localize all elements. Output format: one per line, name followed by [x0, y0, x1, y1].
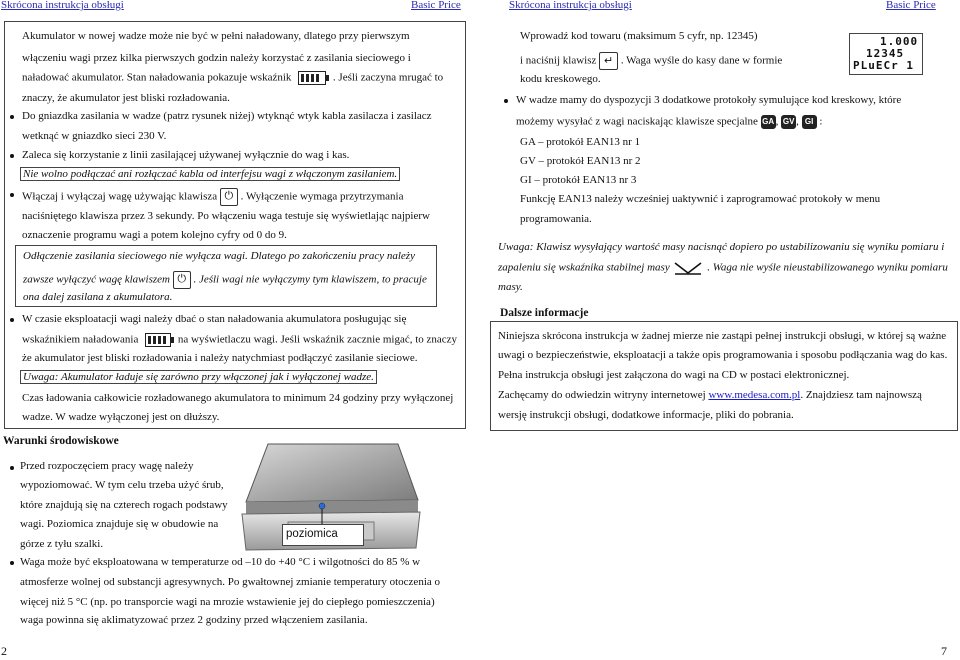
text-span: możemy wysyłać z wagi naciskając klawisze specjalne [516, 115, 758, 128]
text-line: waga powinna się aklimatyzować przez 2 godziny przed włączeniem zasilania. [20, 614, 368, 626]
text-line: ona dalej zasilana z akumulatora. [23, 291, 173, 303]
bullet-icon [10, 193, 14, 197]
text-line: wersję instrukcji obsługi, dodatkowe informacje, pliki do pobrania. [498, 409, 794, 421]
text-span: , [796, 115, 799, 128]
warning-line [20, 168, 400, 181]
text-line: naciśniętego klawisza przez 3 sekundy. Po włączeniu waga testuje się wyświetlając najpierw [22, 210, 430, 222]
display-line: 12345 [866, 47, 905, 60]
text-line: GI – protokół EAN13 nr 3 [520, 174, 637, 186]
text-line: wypoziomować. W tym celu trzeba użyć śrub, [20, 479, 224, 491]
text-span: : [819, 115, 823, 128]
text-line: Waga może być eksploatowana w temperaturze od –10 do +40 °C i wilgotności do 85 % w [20, 556, 421, 568]
text-span: , [775, 115, 779, 128]
text-line: uwagi o bezpieczeństwie, eksploatacji a także opis programowania i sposobu podłączania wag do kas. [498, 349, 948, 361]
text-line: W wadze mamy do dyspozycji 3 dodatkowe protokoły symulujące kod kreskowy, które [516, 94, 902, 106]
text-line: oznaczenie programu wagi a potem kolejno cyfry od 0 do 9. [22, 229, 287, 241]
text-line: Niniejsza skrócona instrukcja w żadnej mierze nie zastąpi pełnej instrukcji obsługi, w której są ważne [498, 330, 947, 342]
display-line: PLuECr 1 [853, 59, 914, 72]
key-gv-icon: GV [781, 115, 796, 129]
text-line [22, 333, 457, 347]
text-line: Czas ładowania całkowicie rozładowanego akumulatora to minimum 24 godziny przy wyłączonej [22, 392, 454, 404]
text-span: zawsze wyłączyć wagę klawiszem [23, 273, 170, 286]
text-line: Przed rozpoczęciem pracy wagę należy [20, 460, 194, 472]
header-title-left: Skrócona instrukcja obsługi [1, 0, 124, 11]
header-title-right: Skrócona instrukcja obsługi [509, 0, 632, 11]
text-span: . Wyłączenie wymaga przytrzymania [240, 190, 404, 203]
text-line: wadze. W wadze wyłączonej jest on dłuższy. [22, 411, 220, 423]
callout-label: poziomica [286, 528, 338, 540]
text-line: programowania. [520, 213, 592, 225]
bullet-icon [10, 561, 14, 565]
text-line: Wprowadź kod towaru (maksimum 5 cyfr, np. 12345) [520, 30, 758, 42]
bullet-icon [504, 99, 508, 103]
text-line: wetknąć w gniazdko sieci 230 V. [22, 130, 167, 142]
text-line: Zaleca się korzystanie z linii zasilającej używanej wyłącznie do wag i kas. [22, 149, 350, 161]
text-line [22, 188, 403, 206]
enter-key-icon: ↵ [599, 52, 618, 70]
text-span: Włączaj i wyłączaj wagę używając klawisza [22, 190, 218, 203]
power-key-icon: ⏻ [173, 271, 191, 289]
text-line: W czasie eksploatacji wagi należy dbać o stan naładowania akumulatora posługując się [22, 313, 407, 325]
text-line: wagi. Poziomica znajduje się w obudowie na [20, 518, 219, 530]
text-line [520, 52, 782, 70]
text-line: atmosferze wolnej od substancji agresywnych. Po gwałtownej zmianie temperatury otoczenia o [20, 576, 441, 588]
text-span: . Jeśli zaczyna mrugać to [332, 71, 444, 84]
battery-indicator-icon [298, 71, 326, 85]
text-line [23, 271, 427, 289]
text-line: Funkcję EAN13 należy wcześniej uaktywnić i zaprogramować protokoły w menu [520, 193, 881, 205]
text-line: Pełna instrukcja obsługi jest załączona do wagi na CD w postaci elektronicznej. [498, 369, 850, 381]
text-span: na wyświetlaczu wagi. Jeśli wskaźnik zacznie migać, to znaczy [177, 333, 458, 346]
battery-indicator-icon [145, 333, 171, 347]
display-line: 1.000 [880, 35, 919, 48]
text-span: wskaźnikiem naładowania [22, 333, 139, 346]
text-line [516, 115, 822, 129]
warning-text: Nie wolno podłączać ani rozłączać kabla od interfejsu wagi z włączonym zasilaniem. [20, 167, 400, 181]
page-number-left: 2 [1, 644, 7, 658]
text-span: i naciśnij klawisz [520, 54, 597, 67]
text-span: . Znajdziesz tam najnowszą [800, 389, 922, 401]
text-line: Uwaga: Klawisz wysyłający wartość masy nacisnąć dopiero po ustabilizowaniu się wyniku pomiaru i [498, 241, 945, 253]
text-span: Zachęcamy do odwiedzin witryny internetowej [498, 389, 706, 401]
section-heading: Warunki środowiskowe [3, 435, 119, 447]
text-line [498, 261, 948, 275]
text-line: kodu kreskowego. [520, 73, 601, 85]
text-span: . Jeśli wagi nie wyłączymy tym klawiszem, to pracuje [193, 273, 427, 286]
text-line: że akumulator jest bliski rozładowania i należy natychmiast podłączyć zasilanie sieciowe. [22, 352, 418, 364]
text-line: Akumulator w nowej wadze może nie być w pełni naładowany, dlatego przy pierwszym [22, 30, 410, 42]
text-line: włączeniu wagi przez kilka pierwszych godzin należy korzystać z zasilania sieciowego i [22, 52, 411, 64]
text-line [22, 71, 443, 85]
text-line: GV – protokół EAN13 nr 2 [520, 155, 641, 167]
text-line: GA – protokół EAN13 nr 1 [520, 136, 641, 148]
text-span: zapaleniu się wskaźnika stabilnej masy [498, 261, 670, 274]
warning-text: Uwaga: Akumulator ładuje się zarówno przy włączonej jak i wyłączonej wadze. [20, 370, 377, 384]
key-gi-icon: GI [802, 115, 817, 129]
text-line: masy. [498, 281, 523, 293]
bullet-icon [10, 154, 14, 158]
text-line [498, 389, 922, 402]
section-heading: Dalsze informacje [500, 307, 589, 319]
text-line: Odłączenie zasilania sieciowego nie wyłącza wagi. Dlatego po zakończeniu pracy należy [23, 250, 415, 262]
power-key-icon: ⏻ [220, 188, 238, 206]
text-span: naładować akumulator. Stan naładowania pokazuje wskaźnik [22, 71, 292, 84]
header-brand-left: Basic Price [411, 0, 461, 11]
bullet-icon [10, 318, 14, 322]
stable-mass-icon [674, 261, 702, 275]
text-span: . Waga nie wyśle nieustabilizowanego wyniku pomiaru [707, 261, 948, 274]
key-ga-icon: GA [761, 115, 776, 129]
text-line: Do gniazdka zasilania w wadze (patrz rysunek niżej) wtyknąć wtyk kabla zasilacza i zasilacz [22, 110, 432, 122]
text-span: . Waga wyśle do kasy dane w formie [620, 54, 783, 67]
page-number-right: 7 [941, 644, 947, 658]
text-line: więcej niż 5 °C (np. po transporcie wagi na mrozie wstawienie jej do ciepłego pomieszczenia) [20, 596, 435, 608]
bullet-icon [10, 466, 14, 470]
text-line: które znajdują się na czterech rogach podstawy [20, 499, 228, 511]
text-line: górze z tyłu szalki. [20, 538, 104, 550]
text-line: znaczy, że akumulator jest bliski rozładowania. [22, 92, 230, 104]
website-link[interactable]: www.medesa.com.pl [708, 389, 801, 401]
header-brand-right: Basic Price [886, 0, 936, 11]
warning-line [20, 371, 377, 384]
bullet-icon [10, 115, 14, 119]
